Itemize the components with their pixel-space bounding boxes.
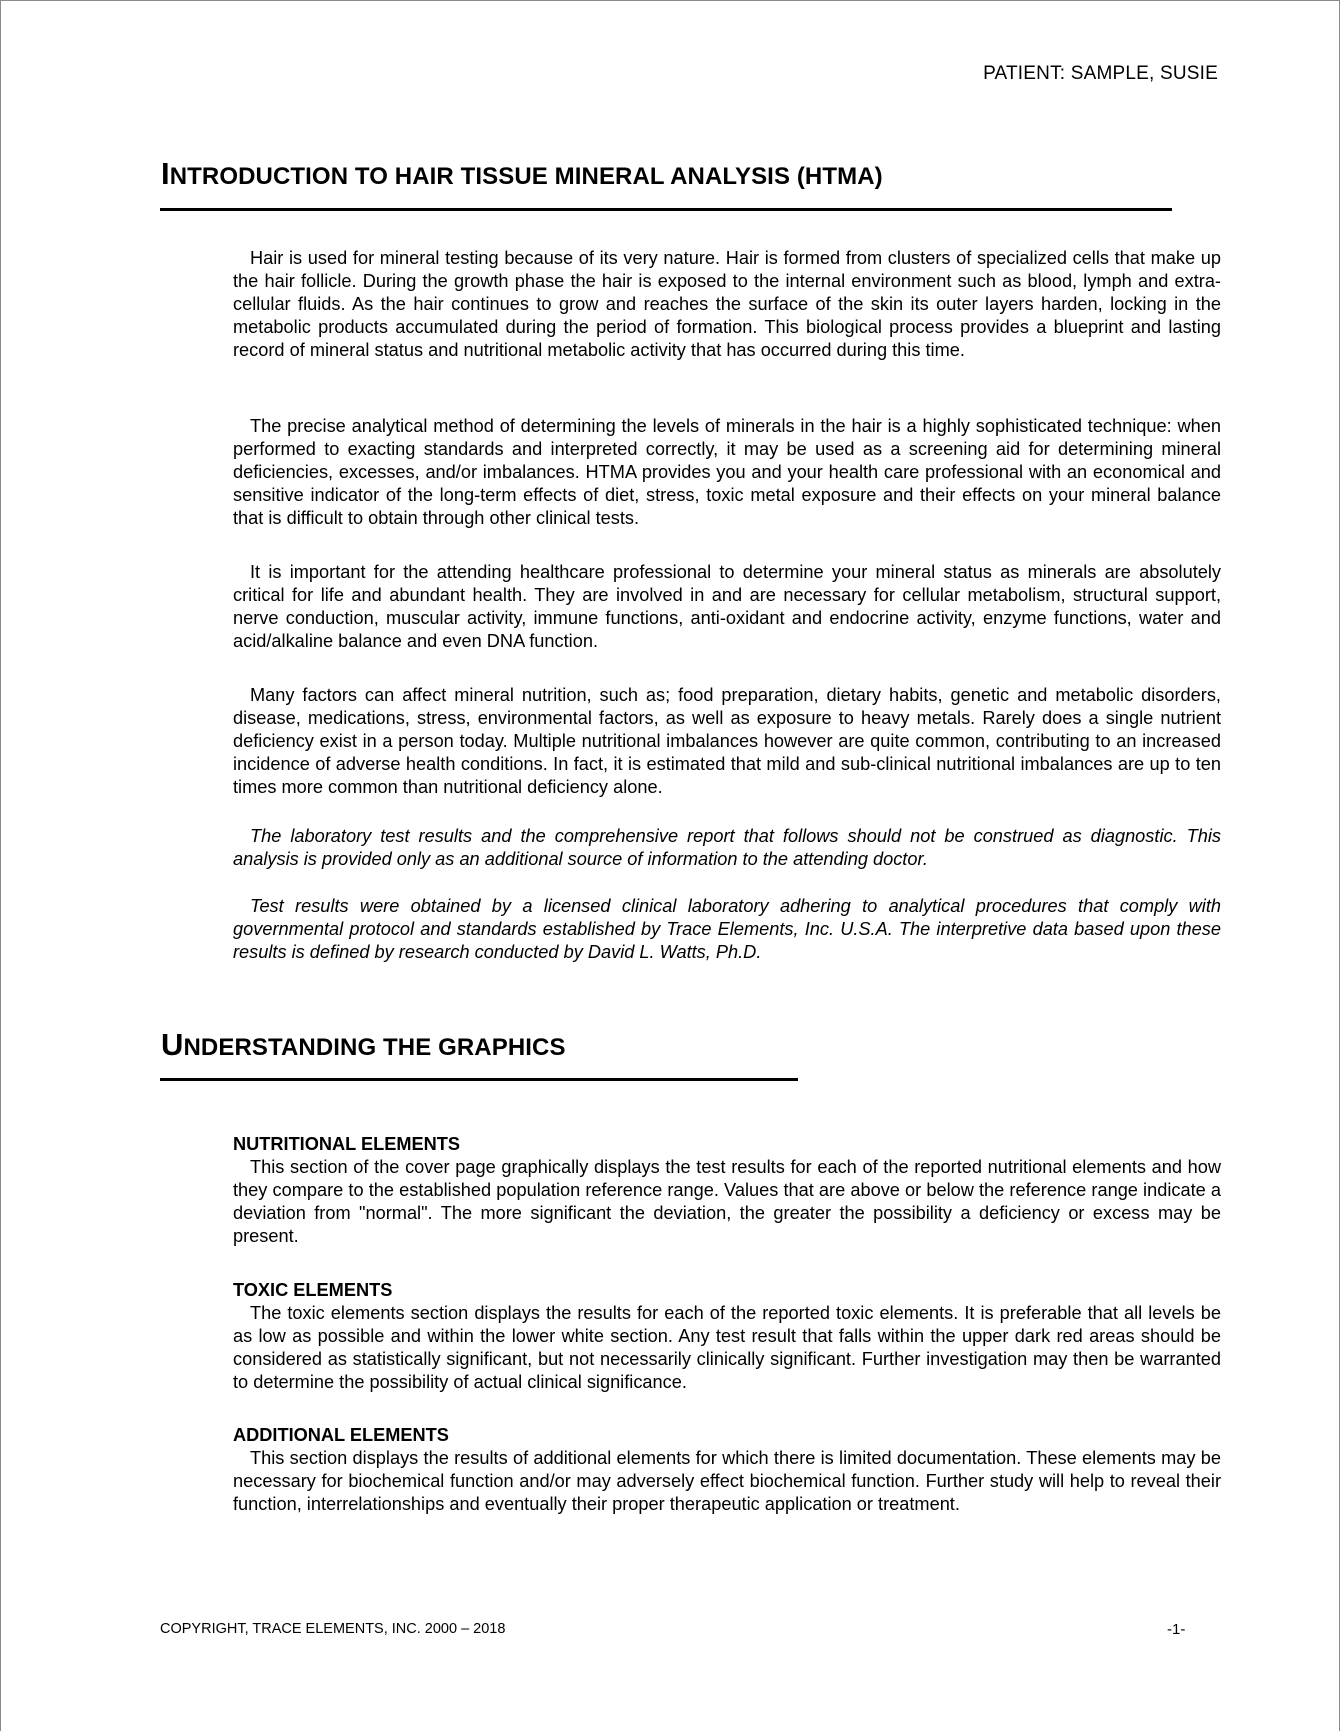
subsection-text: The toxic elements section displays the results for each of the reported toxic elements. It is preferable that all levels be as low as possible and within the lower white section. Any test result that falls within the upper dark red areas should be considered as statistically significant, but not necessarily clinically significant. Further investigation may then be warranted to determine the possibility of actual clinical significance.: [233, 1303, 1221, 1392]
graphics-section-title: UNDERSTANDING THE GRAPHICS: [161, 1027, 566, 1062]
page-number: -1-: [1167, 1621, 1186, 1638]
laboratory-note-paragraph: Test results were obtained by a licensed clinical laboratory adhering to analytical procedures that comply with governmental protocol and standards established by Trace Elements, Inc. U.S.A. The interpretive data based upon these results is defined by research conducted by David L. Watts, Ph.D.: [233, 896, 1221, 962]
subsection-heading: ADDITIONAL ELEMENTS: [233, 1425, 449, 1445]
copyright-footer: COPYRIGHT, TRACE ELEMENTS, INC. 2000 – 2018: [160, 1621, 506, 1637]
intro-paragraph: The precise analytical method of determining the levels of minerals in the hair is a highly sophisticated technique: when performed to exacting standards and interpreted correctly, it may be used as a screening aid for determining mineral deficiencies, excesses, and/or imbalances. HTMA provides you and your health care professional with an economical and sensitive indicator of the long-term effects of diet, stress, toxic metal exposure and their effects on your mineral balance that is difficult to obtain through other clinical tests.: [233, 416, 1221, 528]
intro-paragraph: Hair is used for mineral testing because of its very nature. Hair is formed from clusters of specialized cells that make up the hair follicle. During the growth phase the hair is exposed to the internal environment such as blood, lymph and extra-cellular fluids. As the hair continues to grow and reaches the surface of the skin its outer layers harden, locking in the metabolic products accumulated during the period of formation. This biological process provides a blueprint and lasting record of mineral status and nutritional metabolic activity that has occurred during this time.: [233, 248, 1221, 360]
toxic-elements-section: [233, 1279, 1221, 1394]
additional-elements-section: [233, 1424, 1221, 1516]
nutritional-elements-section: [233, 1133, 1221, 1248]
disclaimer-paragraph: The laboratory test results and the comprehensive report that follows should not be construed as diagnostic. This analysis is provided only as an additional source of information to the attending doctor.: [233, 826, 1221, 869]
title-underline: [160, 208, 1172, 211]
intro-paragraph: Many factors can affect mineral nutrition, such as; food preparation, dietary habits, genetic and metabolic disorders, disease, medications, stress, environmental factors, as well as exposure to heavy metals. Rarely does a single nutrient deficiency exist in a person today. Multiple nutritional imbalances however are quite common, contributing to an increased incidence of adverse health conditions. In fact, it is estimated that mild and sub-clinical nutritional imbalances are up to ten times more common than nutritional deficiency alone.: [233, 685, 1221, 797]
title-underline: [160, 1078, 798, 1081]
intro-section-title: INTRODUCTION TO HAIR TISSUE MINERAL ANALYSIS (HTMA): [161, 156, 883, 191]
subsection-heading: NUTRITIONAL ELEMENTS: [233, 1134, 461, 1154]
patient-name: PATIENT: SAMPLE, SUSIE: [983, 63, 1218, 84]
subsection-text: This section displays the results of additional elements for which there is limited documentation. These elements may be necessary for biochemical function and/or may adversely effect biochemical function. Further study will help to reveal their function, interrelationships and eventually their proper therapeutic application or treatment.: [233, 1448, 1221, 1514]
subsection-text: This section of the cover page graphically displays the test results for each of the reported nutritional elements and how they compare to the established population reference range. Values that are above or below the reference range indicate a deviation from "normal". The more significant the deviation, the greater the possibility a deficiency or excess may be present.: [233, 1157, 1221, 1246]
intro-paragraph: It is important for the attending healthcare professional to determine your mineral status as minerals are absolutely critical for life and abundant health. They are involved in and are necessary for cellular metabolism, structural support, nerve conduction, muscular activity, immune functions, anti-oxidant and endocrine activity, enzyme functions, water and acid/alkaline balance and even DNA function.: [233, 562, 1221, 651]
subsection-heading: TOXIC ELEMENTS: [233, 1280, 393, 1300]
